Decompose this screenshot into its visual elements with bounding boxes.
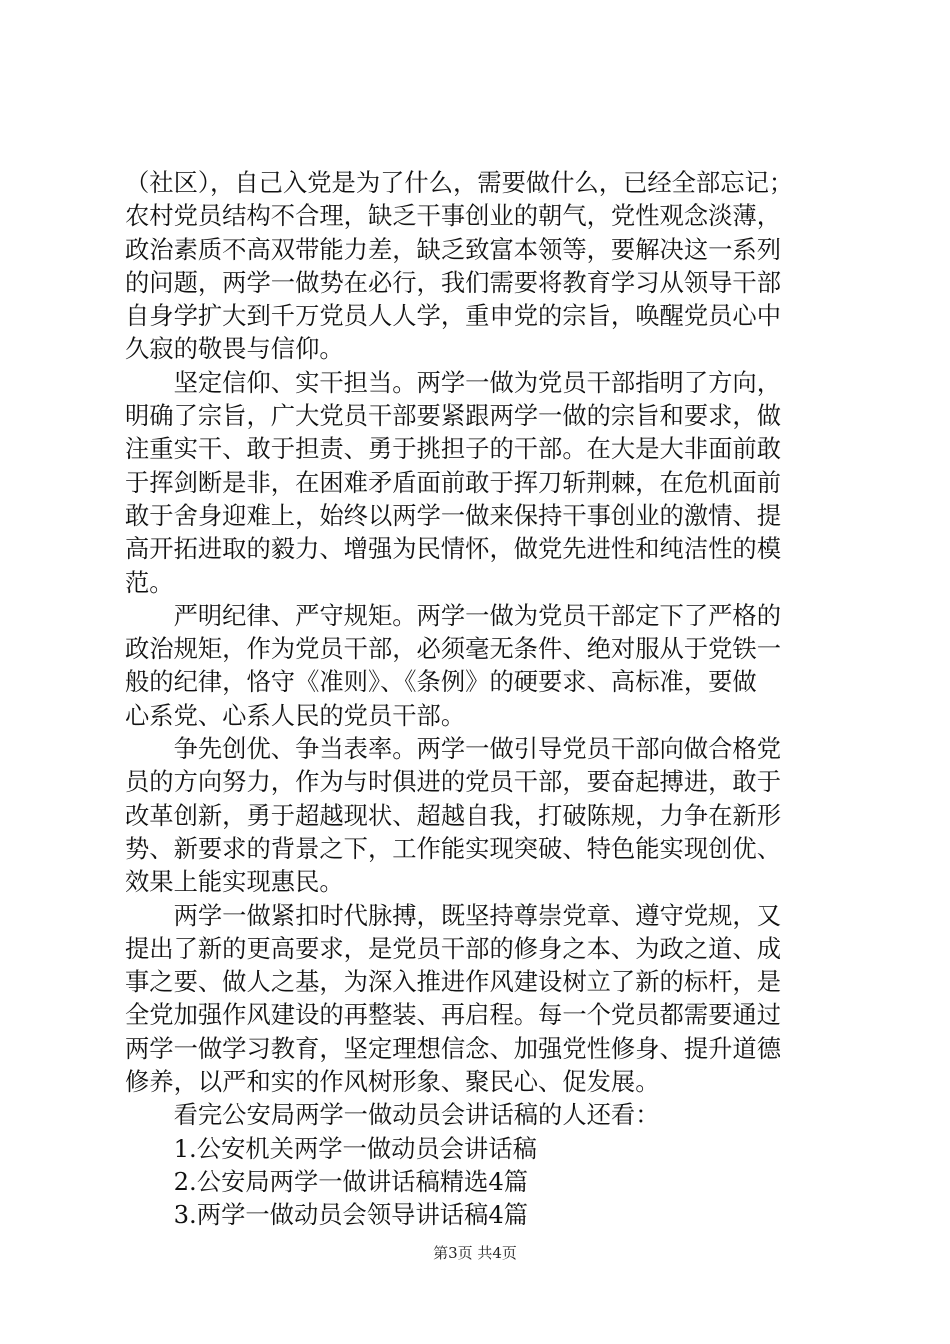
body-line: 范。 [125,567,174,597]
body-line: 修养，以严和实的作风树形象、聚民心、促发展。 [125,1067,660,1097]
related-heading: 看完公安局两学一做动员会讲话稿的人还看： [125,1100,660,1130]
document-body [125,166,837,1232]
body-line: 高开拓进取的毅力、增强为民情怀，做党先进性和纯洁性的模 [125,534,782,564]
body-line: 严明纪律、严守规矩。两学一做为党员干部定下了严格的 [125,600,782,630]
body-line: 心系党、心系人民的党员干部。 [125,700,466,730]
body-line: 改革创新，勇于超越现状、超越自我，打破陈规，力争在新形 [125,800,782,830]
related-link[interactable]: 3.两学一做动员会领导讲话稿4篇 [125,1200,529,1230]
body-line: 于挥剑断是非，在困难矛盾面前敢于挥刀斩荆棘，在危机面前 [125,467,782,497]
body-line: 的问题，两学一做势在必行，我们需要将教育学习从领导干部 [125,267,782,297]
body-line: 明确了宗旨，广大党员干部要紧跟两学一做的宗旨和要求，做 [125,401,782,431]
body-line: 势、新要求的背景之下，工作能实现突破、特色能实现创优、 [125,833,782,863]
page-number-footer: 第3页 共4页 [433,1244,517,1262]
body-line: 农村党员结构不合理，缺乏干事创业的朝气，党性观念淡薄， [125,201,782,231]
related-link[interactable]: 2.公安局两学一做讲话稿精选4篇 [125,1166,529,1196]
body-line: 自身学扩大到千万党员人人学，重申党的宗旨，唤醒党员心中 [125,301,782,331]
body-line: 政治素质不高双带能力差，缺乏致富本领等，要解决这一系列 [125,234,782,264]
body-line: 坚定信仰、实干担当。两学一做为党员干部指明了方向， [125,367,782,397]
body-line: 两学一做紧扣时代脉搏，既坚持尊崇党章、遵守党规，又 [125,900,782,930]
body-line: 效果上能实现惠民。 [125,867,344,897]
body-line: 提出了新的更高要求，是党员干部的修身之本、为政之道、成 [125,933,782,963]
body-line: （社区），自己入党是为了什么，需要做什么，已经全部忘记； [125,168,794,197]
body-line: 全党加强作风建设的再整装、再启程。每一个党员都需要通过 [125,1000,782,1030]
body-line: 注重实干、敢于担责、勇于挑担子的干部。在大是大非面前敢 [125,434,782,464]
body-line: 政治规矩，作为党员干部，必须毫无条件、绝对服从于党铁一 [125,634,782,664]
body-line: 般的纪律，恪守《准则》、《条例》的硬要求、高标准，要做 [125,667,757,697]
body-line: 争先创优、争当表率。两学一做引导党员干部向做合格党 [125,734,782,764]
body-line: 敢于舍身迎难上，始终以两学一做来保持干事创业的激情、提 [125,500,782,530]
related-link[interactable]: 1.公安机关两学一做动员会讲话稿 [125,1133,537,1163]
body-line: 事之要、做人之基，为深入推进作风建设树立了新的标杆，是 [125,967,782,997]
body-line: 久寂的敬畏与信仰。 [125,334,344,364]
body-line: 员的方向努力，作为与时俱进的党员干部，要奋起搏进，敢于 [125,767,782,797]
body-line: 两学一做学习教育，坚定理想信念、加强党性修身、提升道德 [125,1033,782,1063]
